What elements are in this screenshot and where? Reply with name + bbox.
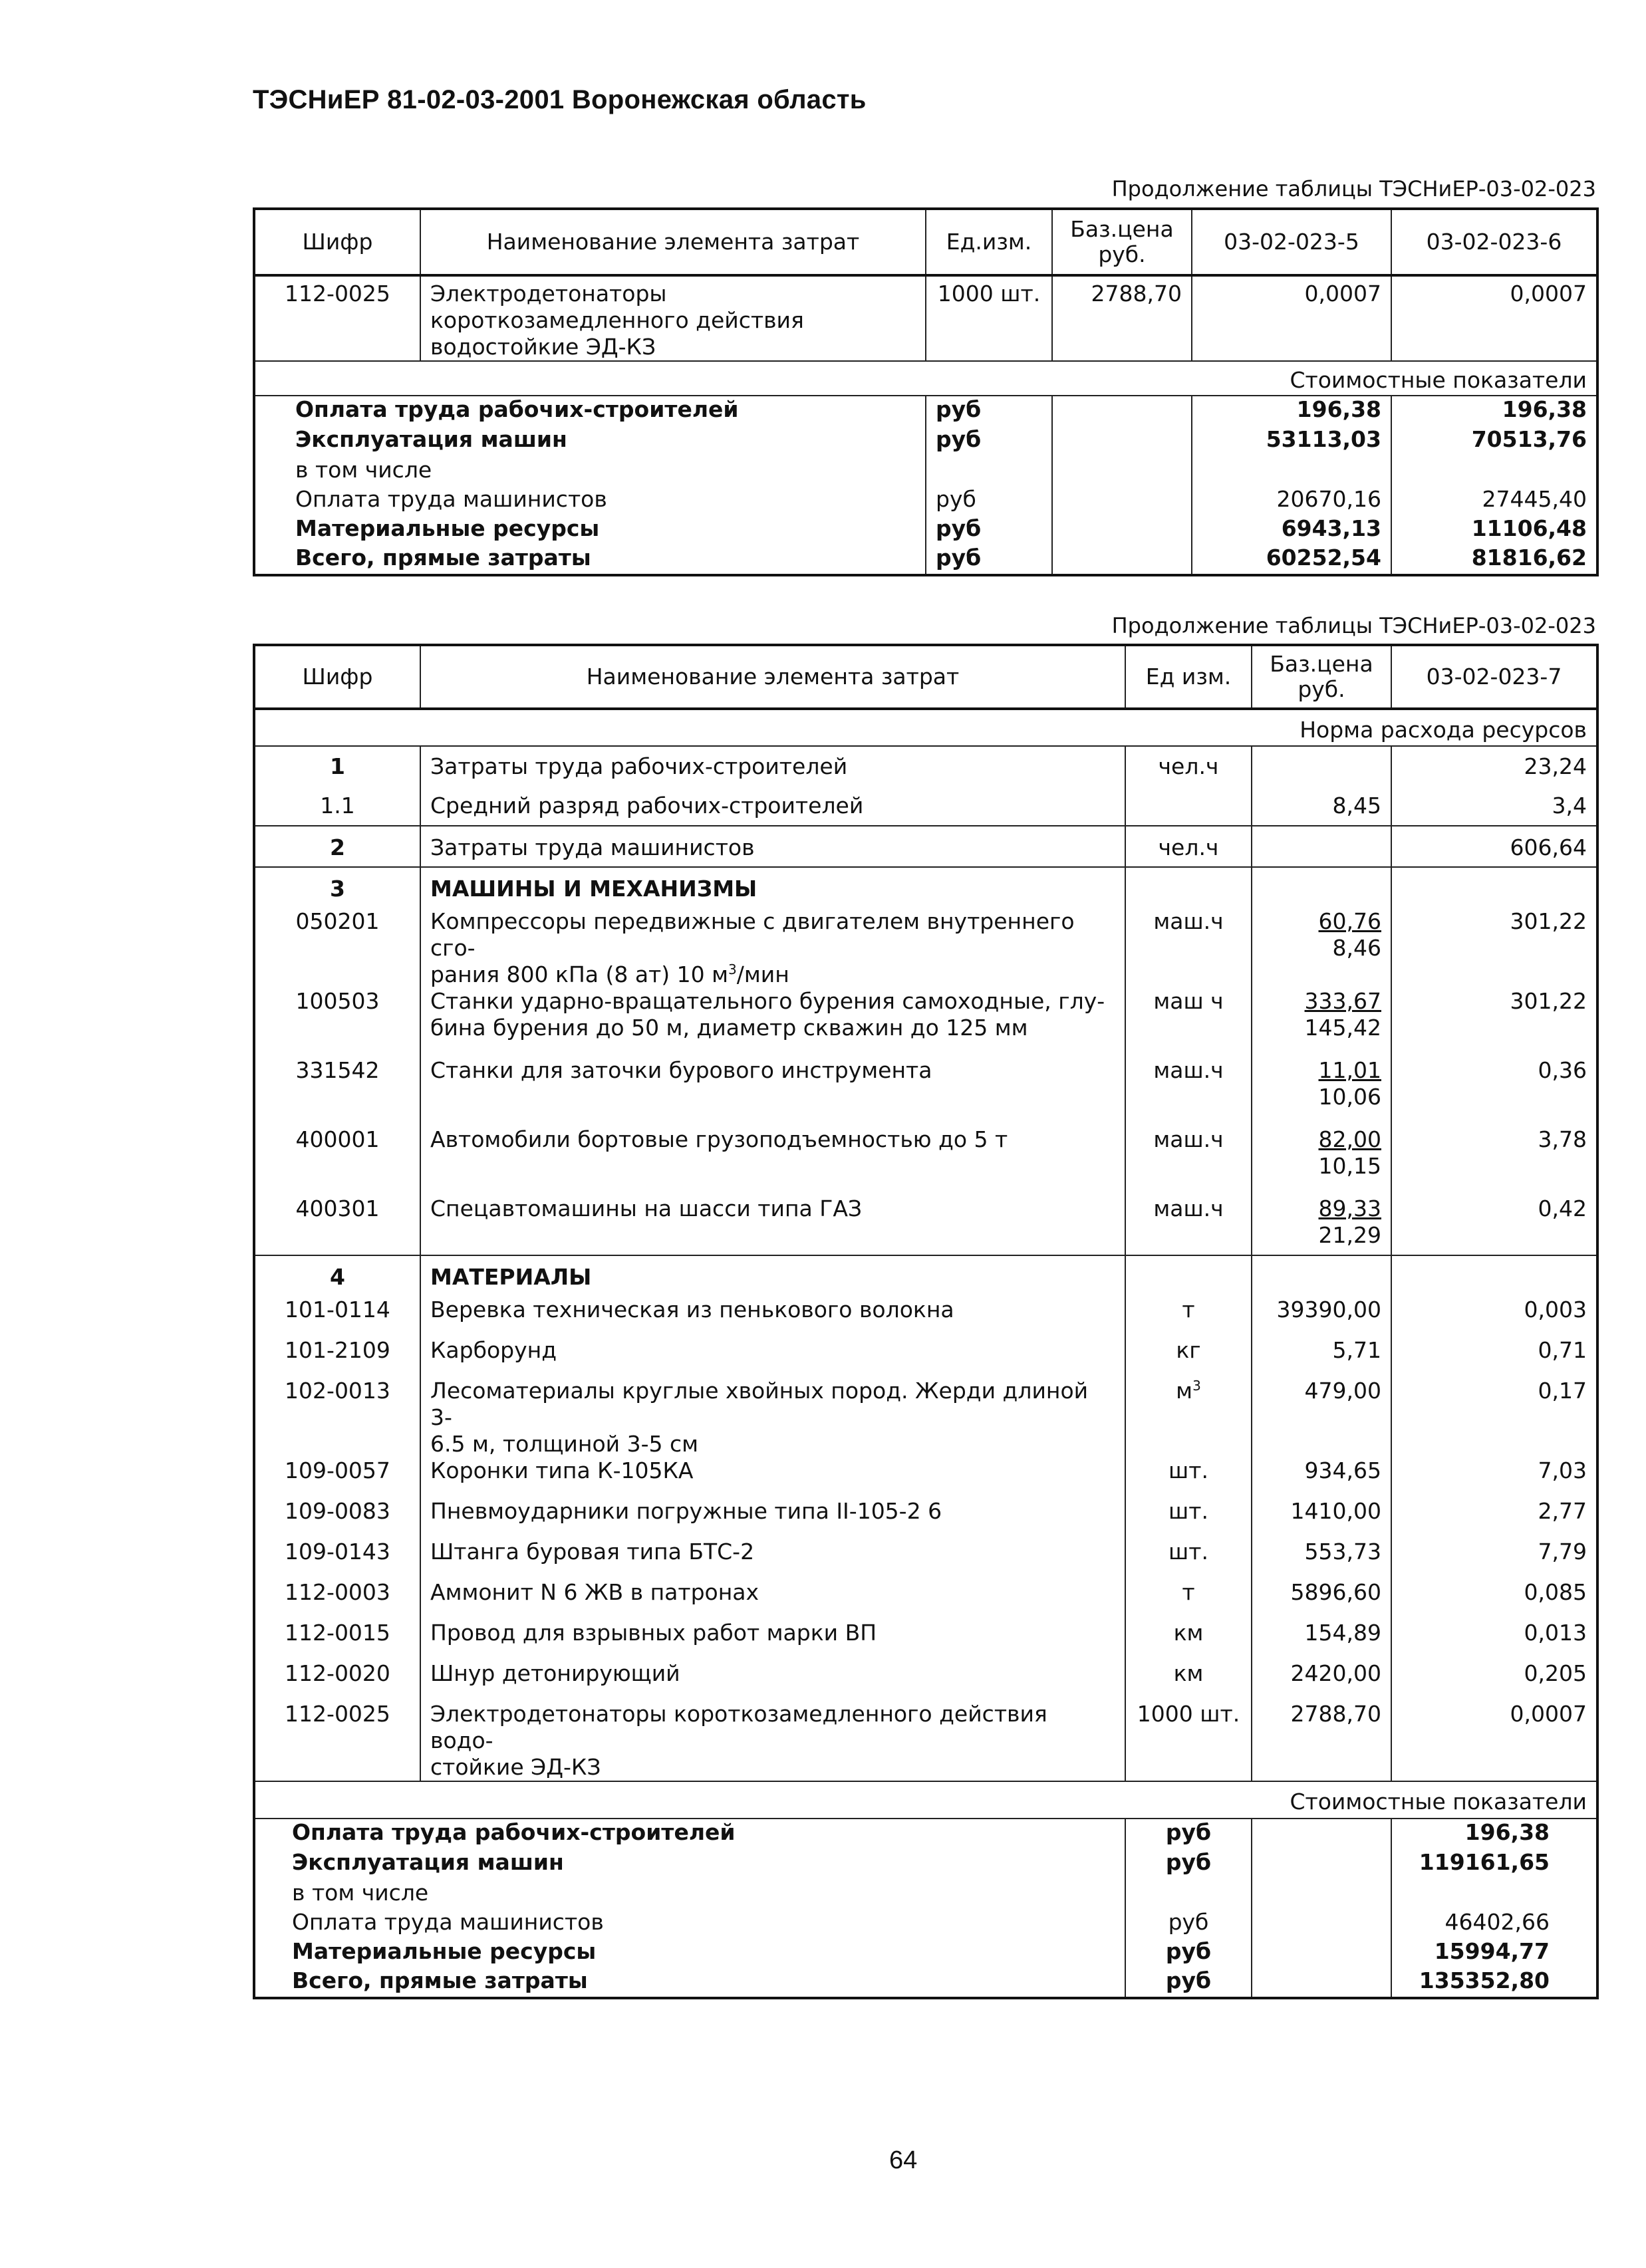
unit-text: м [1176,1378,1193,1404]
table-row [254,1378,1597,1457]
row-value: 0,42 [1391,1196,1597,1255]
cost-value-5: 60252,54 [1192,545,1391,575]
row-unit [1125,1378,1252,1457]
cost-label-cell: Оплата труда машинистов [292,1909,604,1935]
row-unit: км [1125,1620,1252,1660]
price-secondary: 145,42 [1304,1015,1381,1041]
row-name: Средний разряд рабочих-строителей [420,786,1125,826]
cost-unit: руб [926,396,1052,426]
empty-cell [1252,1255,1391,1297]
cost-row [254,515,1597,545]
row-value: 0,0007 [1391,1701,1597,1781]
row-value: 606,64 [1391,826,1597,867]
col-header-price: Баз.цена руб. [1252,645,1391,709]
cost-value: 46402,66 [1391,1909,1597,1938]
price-primary: 333,67 [1304,988,1381,1014]
col-header-code: Шифр [254,645,420,709]
cost-label: Стоимостные показатели [254,361,1597,396]
table-row [254,908,1597,988]
row-value: 0,17 [1391,1378,1597,1457]
row-name: Затраты труда рабочих-строителей [420,746,1125,786]
cost-empty [1052,486,1192,515]
cost-row [254,1819,1597,1849]
row-unit: кг [1125,1337,1252,1378]
cost-unit: руб [1125,1849,1252,1880]
row-name-line2: стойкие ЭД-КЗ [430,1754,601,1780]
cost-value-5: 6943,13 [1192,515,1391,545]
col-header-unit: Ед изм. [1125,645,1252,709]
cost-unit: руб [1125,1938,1252,1967]
row-code: 112-0003 [285,1579,390,1605]
row-price: 1410,00 [1252,1498,1391,1539]
cost-unit: руб [926,545,1052,575]
col-header-name: Наименование элемента затрат [420,209,926,275]
row-unit: 1000 шт. [1125,1701,1252,1781]
cost-label-cell: Всего, прямые затраты [292,1967,588,1993]
table-row [254,1701,1597,1781]
cost-row [254,1880,1597,1909]
table-row [254,1660,1597,1701]
row-unit: т [1125,1297,1252,1337]
cost-row [254,426,1597,457]
row-name: Провод для взрывных работ марки ВП [420,1620,1125,1660]
row-unit: шт. [1125,1498,1252,1539]
row-name-line2: бина бурения до 50 м, диаметр скважин до 125 мм [430,1015,1028,1041]
table-row [254,746,1597,786]
row-code: 400001 [295,1126,380,1152]
row-unit: км [1125,1660,1252,1701]
row-value: 0,003 [1391,1297,1597,1337]
cost-value: 196,38 [1391,1819,1597,1849]
cost-label-row [254,1781,1597,1819]
table-row [254,275,1597,361]
cost-label-cell: Оплата труда машинистов [295,486,607,512]
row-name [420,988,1125,1057]
row-code: 050201 [295,908,380,934]
section-title: МАТЕРИАЛЫ [420,1255,1125,1297]
row-unit: чел.ч [1125,746,1252,786]
row-value: 3,78 [1391,1126,1597,1196]
empty-cell [1391,1255,1597,1297]
cost-value-6: 11106,48 [1391,515,1597,545]
row-value: 7,03 [1391,1457,1597,1498]
cost-row [254,457,1597,486]
cost-empty [1252,1819,1391,1849]
row-code: 112-0015 [285,1620,390,1646]
cost-value-6: 27445,40 [1391,486,1597,515]
row-price: 553,73 [1252,1539,1391,1579]
row-code: 101-2109 [285,1337,390,1363]
cost-label-cell: в том числе [295,457,432,483]
row-price: 2788,70 [1052,275,1192,361]
price-primary: 60,76 [1318,908,1381,934]
empty-cell [1252,867,1391,908]
row-name: Коронки типа К-105КА [420,1457,1125,1498]
table1-caption: Продолжение таблицы ТЭСНиЕР-03-02-023 [1111,176,1596,201]
row-price: 479,00 [1252,1378,1391,1457]
row-code: 109-0083 [285,1498,390,1524]
table-row [254,1457,1597,1498]
cost-row [254,396,1597,426]
cost-label-cell: Эксплуатация машин [292,1849,564,1875]
price-secondary: 10,06 [1318,1084,1381,1110]
row-price [1252,1196,1391,1255]
cost-value: 119161,65 [1391,1849,1597,1880]
row-name: Спецавтомашины на шасси типа ГАЗ [420,1196,1125,1255]
table-row [254,1057,1597,1126]
page-title: ТЭСНиЕР 81-02-03-2001 Воронежская область [253,85,867,114]
row-code: 109-0143 [285,1539,390,1565]
row-unit: маш.ч [1125,1196,1252,1255]
price-secondary: 21,29 [1318,1222,1381,1248]
cost-empty [1252,1909,1391,1938]
cost-unit: руб [1125,1967,1252,1998]
row-code: 112-0025 [285,281,390,307]
row-code: 331542 [295,1057,380,1083]
table-row [254,1498,1597,1539]
table-row [254,988,1597,1057]
row-name: Штанга буровая типа БТС-2 [420,1539,1125,1579]
row-price: 8,45 [1252,786,1391,826]
row-value: 0,205 [1391,1660,1597,1701]
row-code: 102-0013 [285,1378,390,1404]
cost-value-6: 196,38 [1391,396,1597,426]
row-code: 1.1 [254,786,420,826]
cost-label-cell: Эксплуатация машин [295,426,567,452]
table2 [253,644,1599,1999]
row-value-6: 0,0007 [1391,275,1597,361]
superscript: 3 [728,961,737,977]
row-unit: маш.ч [1125,908,1252,988]
row-unit: чел.ч [1125,826,1252,867]
row-name: Шнур детонирующий [420,1660,1125,1701]
col-header-5: 03-02-023-5 [1192,209,1391,275]
row-name-line2: 6.5 м, толщиной 3-5 см [430,1431,699,1457]
section-row-materials [254,1255,1597,1297]
cost-value-5: 196,38 [1192,396,1391,426]
cost-unit: руб [1125,1819,1252,1849]
price-secondary: 8,46 [1332,935,1381,961]
row-value: 7,79 [1391,1539,1597,1579]
col-header-name: Наименование элемента затрат [420,645,1125,709]
row-name-line1: Электродетонаторы короткозамедленного действия водо- [430,1701,1047,1753]
row-name-line2b: /мин [736,961,789,987]
row-price [1252,746,1391,786]
row-price: 934,65 [1252,1457,1391,1498]
cost-value-5: 53113,03 [1192,426,1391,457]
cost-value-5: 20670,16 [1192,486,1391,515]
cost-unit [926,457,1052,486]
row-code: 100503 [295,988,380,1014]
cost-value-6: 70513,76 [1391,426,1597,457]
row-name-line2: рания 800 кПа (8 ат) 10 м [430,961,729,987]
cost-row [254,1967,1597,1998]
row-name [420,1701,1125,1781]
row-price: 154,89 [1252,1620,1391,1660]
section-code: 4 [330,1264,345,1290]
row-value: 2,77 [1391,1498,1597,1539]
cost-empty [1252,1938,1391,1967]
cost-label-cell: Материальные ресурсы [295,515,600,541]
row-price [1252,988,1391,1057]
norm-label: Норма расхода ресурсов [254,709,1597,746]
row-code: 2 [254,826,420,867]
row-code: 112-0025 [254,1701,420,1781]
row-value: 3,4 [1391,786,1597,826]
row-value: 0,71 [1391,1337,1597,1378]
row-unit: маш ч [1125,988,1252,1057]
row-value: 0,085 [1391,1579,1597,1620]
row-name [420,908,1125,988]
row-unit: т [1125,1579,1252,1620]
col-header-7: 03-02-023-7 [1391,645,1597,709]
table-row [254,826,1597,867]
row-code: 400301 [254,1196,420,1255]
row-value: 0,36 [1391,1057,1597,1126]
table1 [253,207,1599,576]
row-name-line1: Лесоматериалы круглые хвойных пород. Жерди длиной 3- [430,1378,1089,1430]
row-name: Аммонит N 6 ЖВ в патронах [420,1579,1125,1620]
row-price [1252,826,1391,867]
row-name-line1: Компрессоры передвижные с двигателем внутреннего сго- [430,908,1075,961]
cost-unit: руб [926,426,1052,457]
section-code: 3 [330,876,345,902]
row-name: Электродетонаторы короткозамедленного действия водостойкие ЭД-КЗ [420,275,926,361]
cost-row [254,1909,1597,1938]
cost-empty [1252,1967,1391,1998]
cost-unit: руб [926,486,1052,515]
row-name: Затраты труда машинистов [420,826,1125,867]
row-name-line1: Станки ударно-вращательного бурения самоходные, глу- [430,988,1105,1014]
cost-value: 15994,77 [1391,1938,1597,1967]
table-row [254,1539,1597,1579]
table-row [254,1126,1597,1196]
table2-caption: Продолжение таблицы ТЭСНиЕР-03-02-023 [1111,613,1596,638]
cost-value-6 [1391,457,1597,486]
cost-label-cell: в том числе [292,1880,429,1906]
price-primary: 82,00 [1318,1126,1381,1152]
row-value: 23,24 [1391,746,1597,786]
col-header-6: 03-02-023-6 [1391,209,1597,275]
row-name: Станки для заточки бурового инструмента [420,1057,1125,1126]
cost-row [254,1938,1597,1967]
table-row [254,1579,1597,1620]
cost-unit: руб [1125,1909,1252,1938]
table-row [254,1620,1597,1660]
row-name: Карборунд [420,1337,1125,1378]
superscript: 3 [1192,1378,1201,1394]
table-row [254,1337,1597,1378]
section-row-machines [254,867,1597,908]
cost-empty [1052,515,1192,545]
row-code: 109-0057 [285,1457,390,1483]
row-price [1252,908,1391,988]
row-price: 39390,00 [1252,1297,1391,1337]
row-unit: шт. [1125,1457,1252,1498]
cost-row [254,545,1597,575]
row-code: 112-0020 [285,1660,390,1686]
cost-empty [1252,1849,1391,1880]
col-header-unit: Ед.изм. [926,209,1052,275]
row-code: 101-0114 [285,1297,390,1323]
cost-value-6: 81816,62 [1391,545,1597,575]
row-price: 2420,00 [1252,1660,1391,1701]
row-value: 0,013 [1391,1620,1597,1660]
cost-label-cell: Оплата труда рабочих-строителей [295,396,739,422]
cost-empty [1052,426,1192,457]
row-unit: шт. [1125,1539,1252,1579]
table-row [254,1196,1597,1255]
row-price: 2788,70 [1252,1701,1391,1781]
col-header-code: Шифр [254,209,420,275]
table-row [254,1297,1597,1337]
cost-empty [1252,1880,1391,1909]
norm-label-row [254,709,1597,746]
cost-row [254,1849,1597,1880]
empty-cell [1125,1255,1252,1297]
row-name: Автомобили бортовые грузоподъемностью до 5 т [420,1126,1125,1196]
price-primary: 89,33 [1318,1196,1381,1221]
row-value-5: 0,0007 [1192,275,1391,361]
row-name [420,1378,1125,1457]
empty-cell [1125,867,1252,908]
cost-row [254,486,1597,515]
cost-value: 135352,80 [1391,1967,1597,1998]
col-header-price: Баз.цена руб. [1052,209,1192,275]
cost-label-cell: Всего, прямые затраты [295,545,591,570]
row-price: 5,71 [1252,1337,1391,1378]
price-primary: 11,01 [1318,1057,1381,1083]
cost-value-5 [1192,457,1391,486]
cost-value [1391,1880,1597,1909]
row-name: Веревка техническая из пенькового волокна [420,1297,1125,1337]
cost-empty [1052,545,1192,575]
page-number: 64 [889,2146,918,2174]
row-unit [1125,786,1252,826]
row-value: 301,22 [1391,908,1597,988]
row-unit: 1000 шт. [926,275,1052,361]
row-price [1252,1057,1391,1126]
table2-header-row [254,645,1597,709]
row-price [1252,1126,1391,1196]
row-code: 1 [330,753,345,779]
table-row [254,786,1597,826]
row-price: 5896,60 [1252,1579,1391,1620]
row-unit: маш.ч [1125,1057,1252,1126]
row-unit: маш.ч [1125,1126,1252,1196]
row-name: Пневмоударники погружные типа II-105-2 6 [420,1498,1125,1539]
cost-unit: руб [926,515,1052,545]
row-value: 301,22 [1391,988,1597,1057]
cost-label-cell: Оплата труда рабочих-строителей [292,1819,736,1845]
cost-label-row [254,361,1597,396]
section-title: МАШИНЫ И МЕХАНИЗМЫ [420,867,1125,908]
cost-empty [1052,457,1192,486]
empty-cell [1391,867,1597,908]
cost-label: Стоимостные показатели [254,1781,1597,1819]
cost-empty [1052,396,1192,426]
price-secondary: 10,15 [1318,1153,1381,1179]
cost-label-cell: Материальные ресурсы [292,1938,597,1964]
cost-unit [1125,1880,1252,1909]
table1-header-row [254,209,1597,275]
